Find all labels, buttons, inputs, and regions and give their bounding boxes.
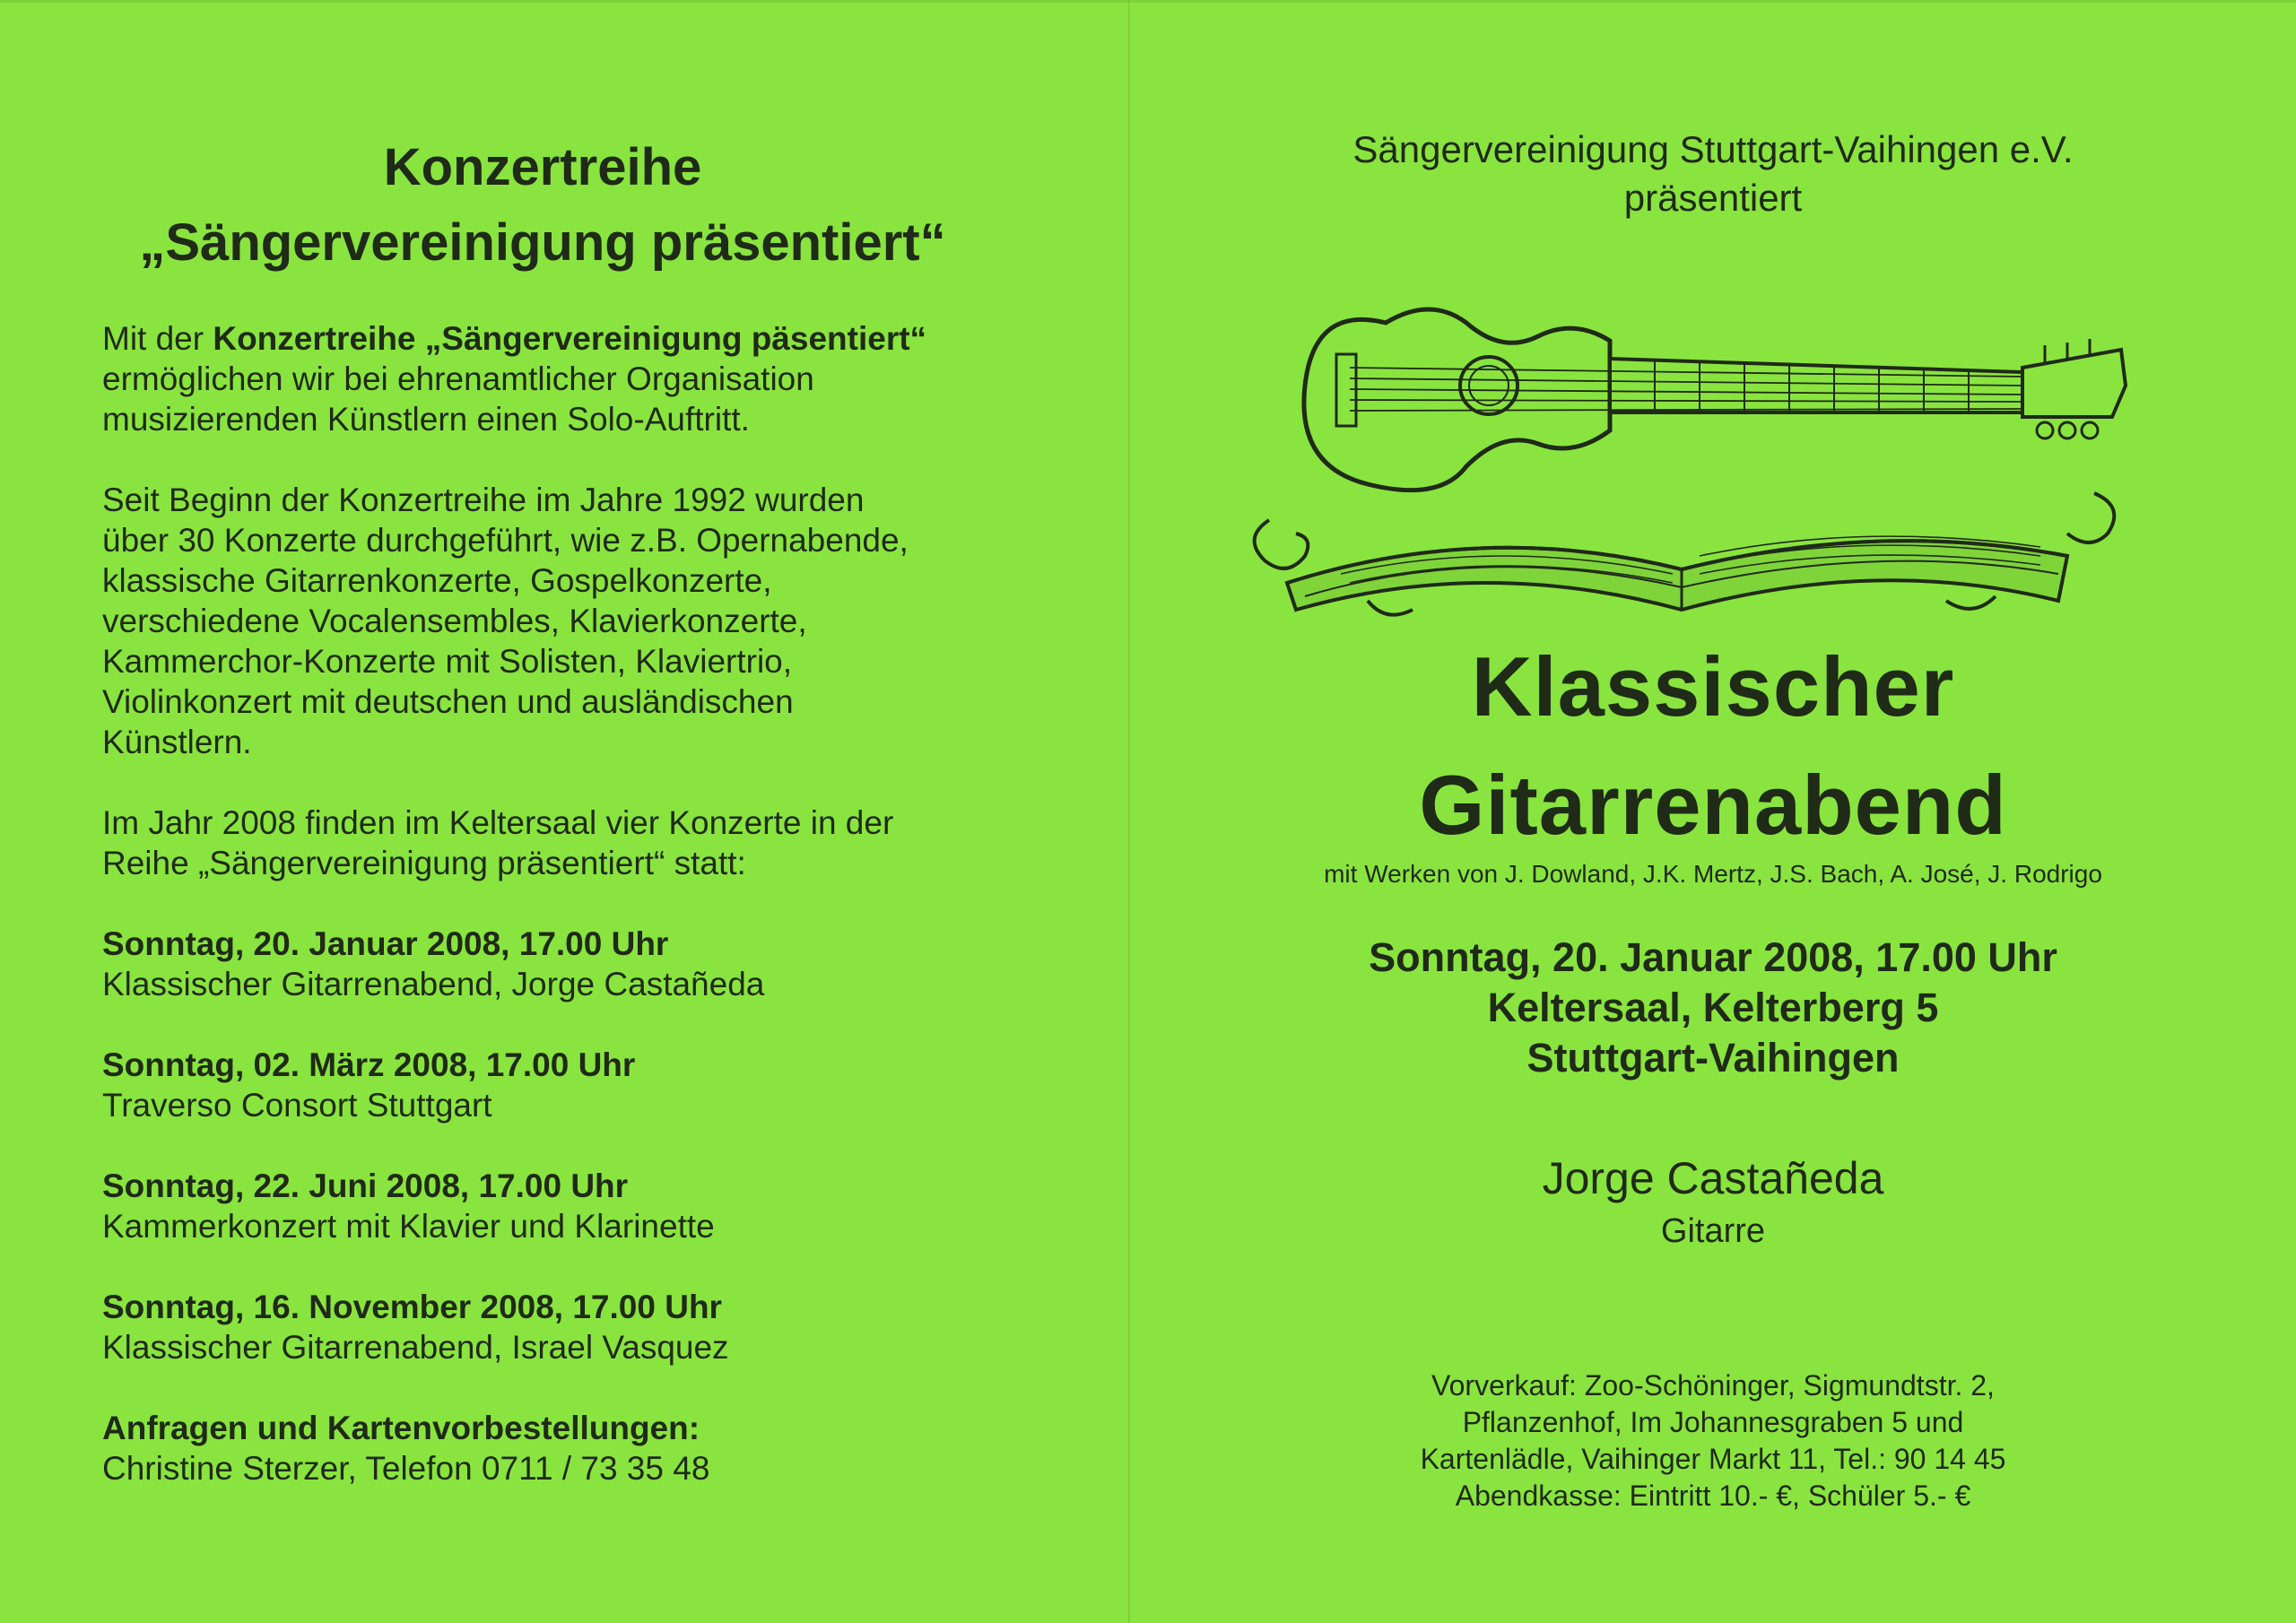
history-line: Kammerchor-Konzerte mit Solisten, Klaviertrio, [102, 643, 793, 680]
series-body [102, 318, 999, 1488]
event-title: Kammerkonzert mit Klavier und Klarinette [102, 1208, 715, 1245]
history-line: Künstlern. [102, 724, 252, 760]
contact-line: Christine Sterzer, Telefon 0711 / 73 35 48 [102, 1450, 710, 1487]
contact-heading: Anfragen und Kartenvorbestellungen: [102, 1410, 700, 1446]
intro-prefix: Mit der [102, 320, 213, 357]
intro-line2: ermöglichen wir bei ehrenamtlicher Organisation [102, 360, 814, 397]
performer-name: Jorge Castañeda [1542, 1153, 1884, 1203]
history-paragraph [102, 480, 999, 762]
presenter-line2: präsentiert [1623, 177, 1803, 219]
event-city: Stuttgart-Vaihingen [1526, 1035, 1900, 1081]
year-line: Im Jahr 2008 finden im Keltersaal vier Konzerte in der [102, 804, 894, 841]
intro-line3: musizierenden Künstlern einen Solo-Auftritt. [102, 401, 750, 438]
concert-title [1130, 628, 2296, 864]
event-date: Sonntag, 16. November 2008, 17.00 Uhr [102, 1289, 722, 1325]
contact-block [102, 1408, 999, 1488]
series-title-line2: „Sängervereinigung präsentiert“ [139, 213, 946, 272]
event-date: Sonntag, 20. Januar 2008, 17.00 Uhr [102, 925, 669, 962]
ticket-sales [1130, 1367, 2296, 1515]
right-panel-text [1130, 0, 2296, 1623]
event-venue: Keltersaal, Kelterberg 5 [1487, 985, 1939, 1030]
intro-paragraph [102, 318, 999, 439]
year-paragraph [102, 803, 999, 883]
concert-title-line2: Gitarrenabend [1419, 758, 2007, 852]
sales-line: Vorverkauf: Zoo-Schöninger, Sigmundtstr. 2, [1431, 1369, 1995, 1402]
event-info [1130, 933, 2296, 1083]
event-date: Sonntag, 02. März 2008, 17.00 Uhr [102, 1046, 636, 1083]
event-item [102, 1287, 999, 1367]
event-title: Traverso Consort Stuttgart [102, 1087, 492, 1124]
history-line: Seit Beginn der Konzertreihe im Jahre 1992 wurden [102, 482, 865, 518]
performer-instrument: Gitarre [1660, 1212, 1766, 1250]
history-line: verschiedene Vocalensembles, Klavierkonzerte, [102, 603, 807, 639]
concert-title-line1: Klassischer [1471, 639, 1955, 733]
sales-line: Kartenlädle, Vaihinger Markt 11, Tel.: 90 14 45 [1420, 1443, 2006, 1475]
history-line: über 30 Konzerte durchgeführt, wie z.B. Opernabende, [102, 522, 909, 559]
history-line: Violinkonzert mit deutschen und ausländischen [102, 683, 794, 720]
sales-line: Pflanzenhof, Im Johannesgraben 5 und [1462, 1406, 1964, 1438]
series-title-line1: Konzertreihe [383, 138, 702, 196]
year-line: Reihe „Sängervereinigung präsentiert“ statt: [102, 845, 746, 881]
event-item [102, 924, 999, 1004]
event-title: Klassischer Gitarrenabend, Israel Vasquez [102, 1329, 729, 1366]
event-item [102, 1045, 999, 1125]
series-title [0, 130, 1085, 281]
left-panel [0, 0, 1128, 1623]
presenter-line1: Sängervereinigung Stuttgart-Vaihingen e.V. [1352, 128, 2074, 170]
history-line: klassische Gitarrenkonzerte, Gospelkonzerte, [102, 562, 772, 599]
sales-line: Abendkasse: Eintritt 10.- €, Schüler 5.- € [1455, 1480, 1971, 1512]
event-date: Sonntag, 22. Juni 2008, 17.00 Uhr [102, 1167, 629, 1204]
event-title: Klassischer Gitarrenabend, Jorge Castañeda [102, 966, 765, 1002]
composers-line: mit Werken von J. Dowland, J.K. Mertz, J.S. Bach, A. José, J. Rodrigo [1324, 860, 2102, 888]
intro-bold: Konzertreihe „Sängervereinigung päsentiert“ [213, 320, 927, 357]
event-item [102, 1166, 999, 1246]
event-date: Sonntag, 20. Januar 2008, 17.00 Uhr [1369, 934, 2057, 980]
